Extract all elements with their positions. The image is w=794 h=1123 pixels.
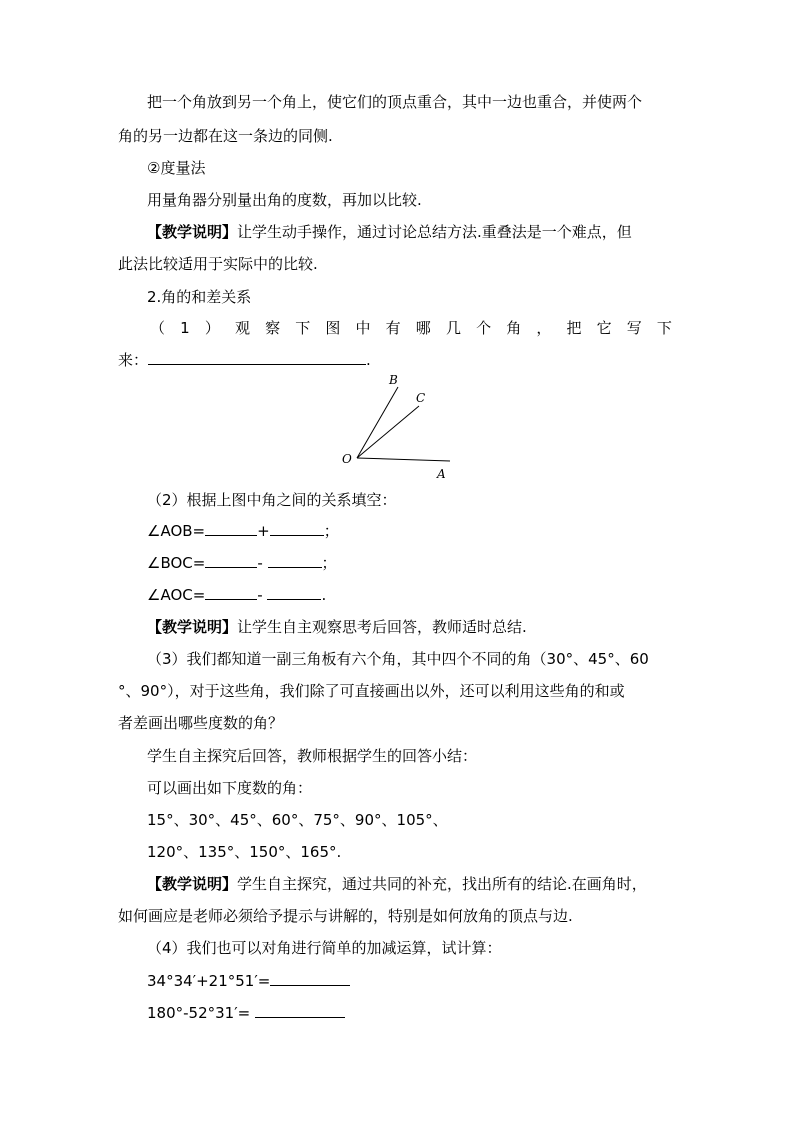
degree-list: 15°、30°、45°、60°、75°、90°、105°、 (147, 811, 448, 829)
answer-blank[interactable] (267, 585, 321, 600)
teaching-note (147, 222, 632, 242)
calc-row (147, 1003, 345, 1023)
section-heading: 2.角的和差关系 (147, 288, 252, 306)
question-1-char: 哪 (415, 319, 431, 337)
fill-row-label: ∠AOB= (147, 522, 206, 540)
paragraph-line: 用量角器分别量出角的度数，再加以比较. (147, 191, 422, 209)
question-1-char: 中 (355, 319, 371, 337)
fill-row-operator: + (257, 522, 270, 540)
answer-blank[interactable] (268, 553, 322, 568)
fill-row (147, 585, 326, 605)
calc-expression: 34°34′+21°51′= (147, 972, 271, 990)
teaching-note-text: 让学生动手操作，通过讨论总结方法.重叠法是一个难点，但 (237, 223, 632, 241)
question-1-char: 角 (506, 319, 522, 337)
teaching-note-text: 让学生自主观察思考后回答，教师适时总结. (237, 618, 527, 636)
label-O: O (342, 452, 352, 466)
question-1-answer-line (118, 350, 371, 370)
fill-row-label: ∠BOC= (147, 554, 206, 572)
answer-blank[interactable] (205, 585, 257, 600)
label-B: B (389, 373, 398, 387)
fill-row-operator: - (257, 554, 268, 572)
question-1-char: 写 (626, 319, 642, 337)
paragraph-line: 者差画出哪些度数的角？ (118, 714, 284, 732)
ray-OB (357, 387, 398, 458)
question-1-char: 下 (656, 319, 672, 337)
fill-row (147, 521, 339, 541)
question-1-char: 个 (476, 319, 492, 337)
answer-blank[interactable] (148, 350, 366, 365)
teaching-note (147, 617, 527, 637)
ray-OA (357, 458, 450, 461)
paragraph-line: 角的另一边都在这一条边的同侧. (118, 127, 333, 145)
answer-blank[interactable] (205, 553, 257, 568)
fill-row-end: . (321, 586, 327, 604)
question-1-prefix: 来： (118, 351, 149, 369)
teaching-note-tag: 【教学说明】 (147, 875, 238, 893)
teaching-note-text: 学生自主探究，通过共同的补充，找出所有的结论.在画角时， (237, 875, 647, 893)
paragraph-line: °、90°），对于这些角，我们除了可直接画出以外，还可以利用这些角的和或 (118, 682, 625, 700)
method-heading: ②度量法 (147, 159, 206, 177)
question-1-char: 观 (234, 319, 250, 337)
answer-blank[interactable] (270, 521, 324, 536)
calc-row (147, 971, 350, 991)
question-1-char: 1 (180, 319, 190, 337)
answer-blank[interactable] (255, 1003, 345, 1018)
paragraph-line: 此法比较适用于实际中的比较. (118, 255, 318, 273)
question-1-char: 它 (596, 319, 612, 337)
question-1-char: （ (150, 319, 166, 337)
angle-figure (335, 370, 475, 490)
label-C: C (416, 391, 426, 405)
label-A: A (437, 467, 446, 481)
paragraph-line: 把一个角放到另一个角上，使它们的顶点重合，其中一边也重合，并使两个 (147, 93, 643, 111)
answer-blank[interactable] (205, 521, 257, 536)
question-1-char: ） (204, 319, 220, 337)
question-1-char: ， (536, 319, 552, 337)
degree-list: 120°、135°、150°、165°. (147, 843, 342, 861)
question-1-char: 图 (325, 319, 341, 337)
fill-row-operator: - (257, 586, 268, 604)
teaching-note (147, 874, 647, 894)
calc-expression: 180°-52°31′= (147, 1004, 255, 1022)
fill-row-end: ； (323, 522, 339, 540)
paragraph-line: （3）我们都知道一副三角板有六个角，其中四个不同的角（30°、45°、60 (147, 650, 649, 668)
fill-row (147, 553, 337, 573)
question-4-heading: （4）我们也可以对角进行简单的加减运算，试计算： (147, 939, 502, 957)
teaching-note-tag: 【教学说明】 (147, 223, 238, 241)
paragraph-line: 如何画应是老师必须给予提示与讲解的，特别是如何放角的顶点与边. (118, 907, 573, 925)
question-1-char: 几 (445, 319, 461, 337)
question-1-end: . (366, 351, 371, 369)
question-1-char: 下 (295, 319, 311, 337)
question-1-line (150, 318, 672, 338)
ray-OC (357, 406, 419, 458)
question-1-char: 有 (385, 319, 401, 337)
question-1-char: 把 (566, 319, 582, 337)
paragraph-line: 可以画出如下度数的角： (147, 779, 313, 797)
teaching-note-tag: 【教学说明】 (147, 618, 238, 636)
question-1-char: 察 (265, 319, 281, 337)
fill-row-end: ； (321, 554, 337, 572)
fill-row-label: ∠AOC= (147, 586, 206, 604)
answer-blank[interactable] (270, 971, 350, 986)
paragraph-line: 学生自主探究后回答，教师根据学生的回答小结： (147, 747, 478, 765)
question-2-heading: （2）根据上图中角之间的关系填空： (147, 491, 397, 509)
